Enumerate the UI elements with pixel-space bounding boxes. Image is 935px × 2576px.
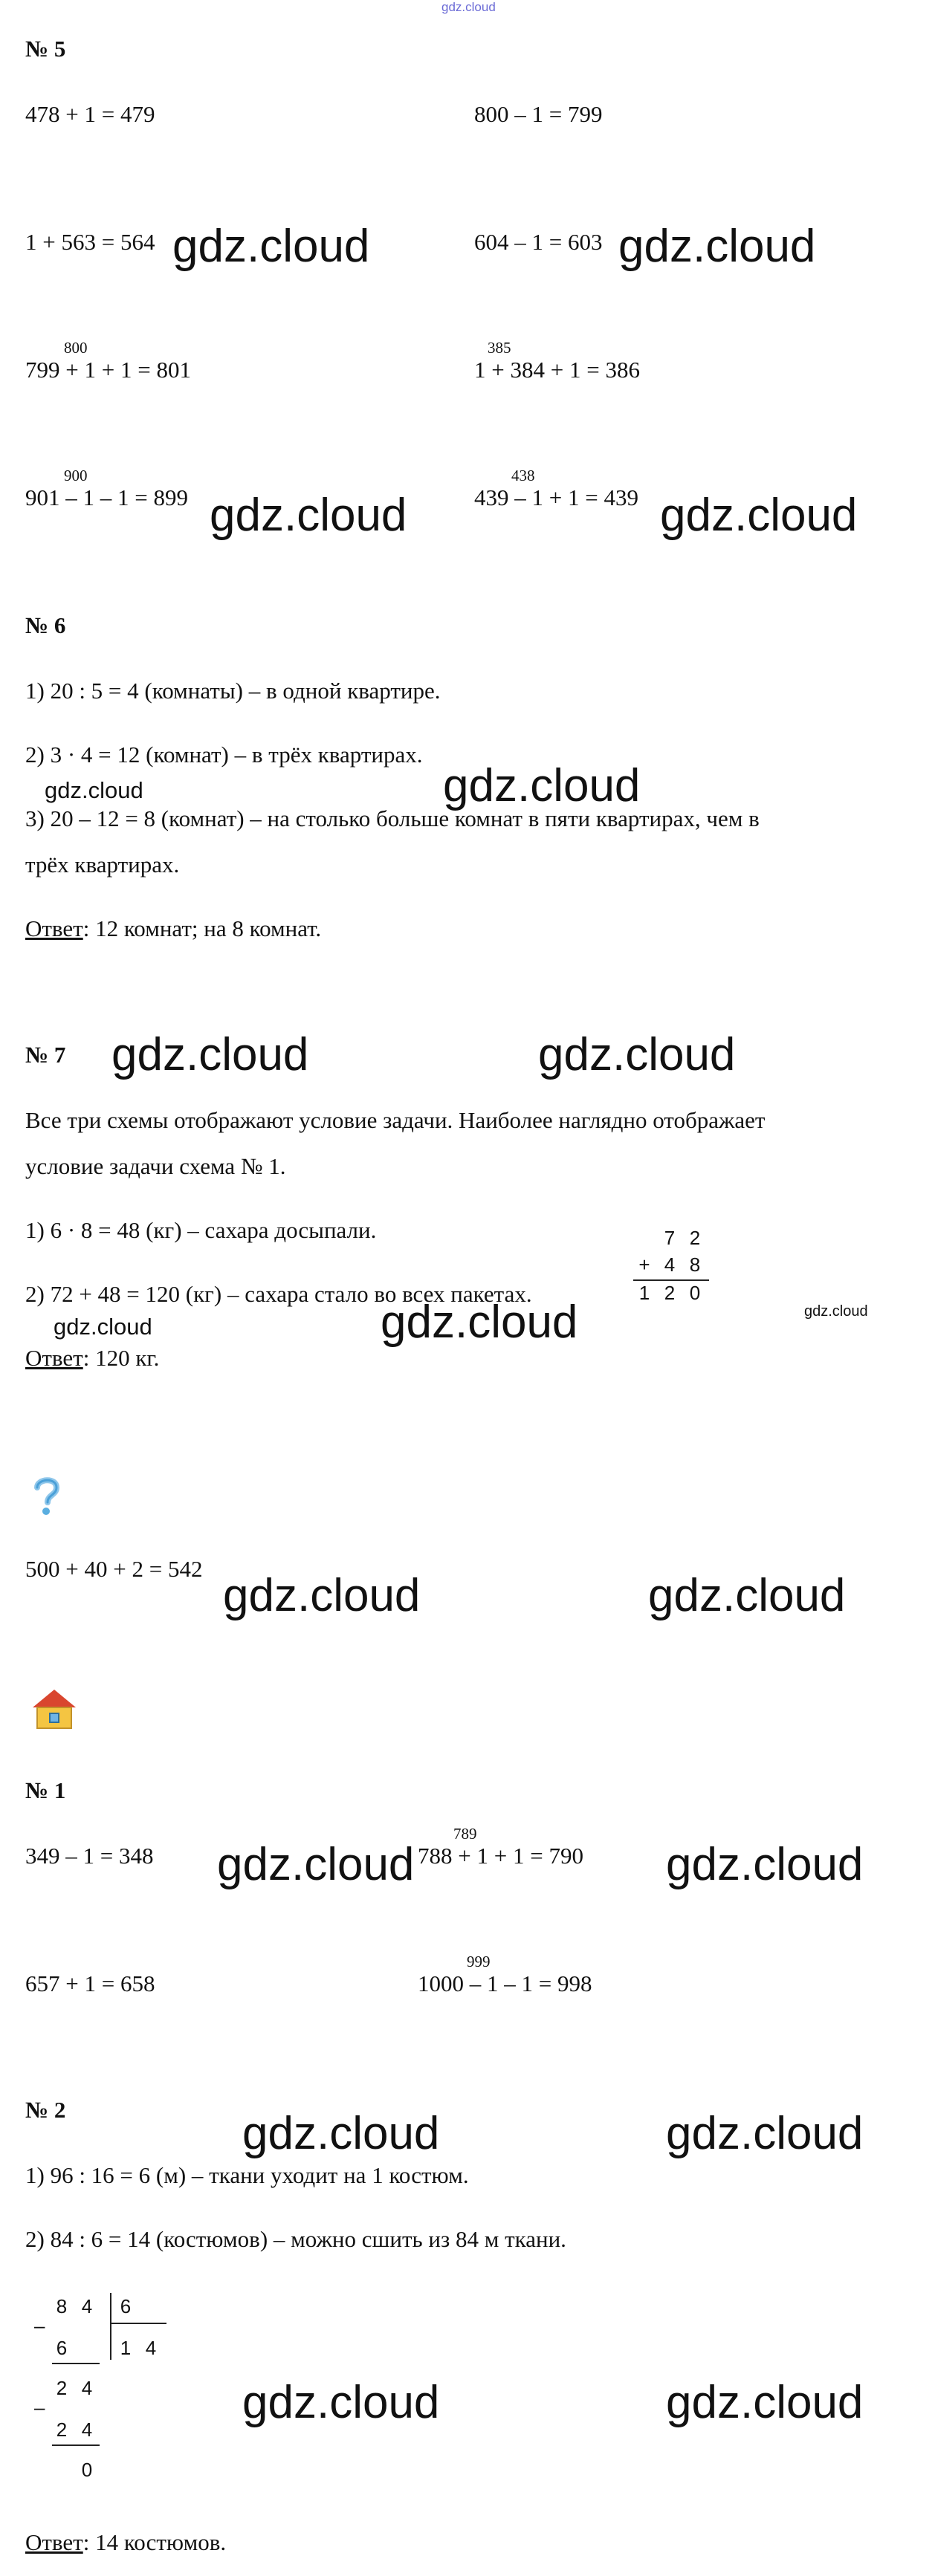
watermark: gdz.cloud	[804, 1303, 868, 1320]
watermark: gdz.cloud	[538, 1029, 736, 1080]
watermark: gdz.cloud	[242, 2377, 440, 2428]
task6-line: 1) 20 : 5 = 4 (комнаты) – в одной квартире.	[25, 678, 441, 704]
watermark: gdz.cloud	[242, 2108, 440, 2159]
watermark: gdz.cloud	[666, 2108, 864, 2159]
task7-answer	[25, 1343, 159, 1373]
home-task1-expr: 349 – 1 = 348	[25, 1843, 154, 1869]
division-quotient: 1 4	[120, 2337, 157, 2359]
task7-line: 1) 6 · 8 = 48 (кг) – сахара досыпали.	[25, 1217, 377, 1243]
home-task1-sup: 789	[453, 1825, 477, 1843]
watermark: gdz.cloud	[45, 777, 143, 803]
answer-text: : 12 комнат; на 8 комнат.	[82, 915, 322, 941]
task7-title: № 7	[25, 1042, 66, 1068]
task5-expr: 1 + 563 = 564	[25, 229, 155, 255]
watermark: gdz.cloud	[381, 1297, 578, 1348]
division-sub2: 2 4	[56, 2418, 93, 2441]
division-divisor: 6	[120, 2295, 132, 2317]
task5-expr: 1 + 384 + 1 = 386	[474, 357, 640, 383]
task5-expr: 478 + 1 = 479	[25, 101, 155, 127]
watermark: gdz.cloud	[666, 2377, 864, 2428]
task5-expr: 439 – 1 + 1 = 439	[474, 484, 638, 510]
division-rem1: 2 4	[56, 2377, 93, 2399]
watermark: gdz.cloud	[210, 490, 407, 541]
division-line	[52, 2444, 100, 2446]
watermark: gdz.cloud	[223, 1570, 421, 1621]
home-task1-sup: 999	[467, 1953, 491, 1970]
division-horizontal-line	[111, 2323, 166, 2324]
column-addition-row2: + 4 8	[638, 1253, 701, 1276]
task7-line: Все три схемы отображают условие задачи. Наиболее наглядно отображает	[25, 1107, 766, 1133]
task7-line: условие задачи схема № 1.	[25, 1153, 286, 1179]
task5-expr: 800 – 1 = 799	[474, 101, 603, 127]
task6-line: трёх квартирах.	[25, 851, 180, 877]
division-vertical-line	[110, 2293, 111, 2360]
watermark: gdz.cloud	[660, 490, 858, 541]
task6-answer	[25, 914, 321, 944]
task5-expr: 799 + 1 + 1 = 801	[25, 357, 191, 383]
column-addition-row1: 7 2	[664, 1227, 701, 1249]
task5-sup: 800	[64, 339, 88, 357]
task5-sup: 385	[488, 339, 511, 357]
task6-title: № 6	[25, 612, 66, 638]
question-mark-icon	[31, 1476, 61, 1517]
task5-title: № 5	[25, 36, 66, 62]
division-sub1: 6	[56, 2337, 68, 2359]
answer-label: Ответ	[25, 915, 83, 941]
division-minus: –	[34, 2314, 45, 2337]
home-task2-title: № 2	[25, 2097, 66, 2123]
task6-line: 2) 3 · 4 = 12 (комнат) – в трёх квартирах.	[25, 742, 423, 768]
task5-expr: 901 – 1 – 1 = 899	[25, 484, 188, 510]
home-task2-answer	[25, 2528, 226, 2557]
watermark: gdz.cloud	[443, 760, 641, 811]
watermark: gdz.cloud	[666, 1839, 864, 1890]
house-icon	[30, 1687, 79, 1731]
home-task1-expr: 657 + 1 = 658	[25, 1970, 155, 1996]
watermark: gdz.cloud	[111, 1029, 309, 1080]
task5-expr: 604 – 1 = 603	[474, 229, 603, 255]
answer-label: Ответ	[25, 1345, 83, 1371]
watermark: gdz.cloud	[54, 1314, 152, 1340]
task5-sup: 900	[64, 467, 88, 484]
home-task1-expr: 1000 – 1 – 1 = 998	[418, 1970, 592, 1996]
question-line: 500 + 40 + 2 = 542	[25, 1556, 203, 1582]
answer-text: : 14 костюмов.	[82, 2529, 227, 2555]
watermark: gdz.cloud	[217, 1839, 415, 1890]
home-task1-expr: 788 + 1 + 1 = 790	[418, 1843, 583, 1869]
watermark: gdz.cloud	[648, 1570, 846, 1621]
home-task2-line: 1) 96 : 16 = 6 (м) – ткани уходит на 1 костюм.	[25, 2162, 469, 2188]
task7-line: 2) 72 + 48 = 120 (кг) – сахара стало во всех пакетах.	[25, 1281, 532, 1307]
division-dividend: 8 4	[56, 2295, 93, 2317]
column-addition-result: 1 2 0	[638, 1282, 701, 1304]
task6-line: 3) 20 – 12 = 8 (комнат) – на столько больше комнат в пяти квартирах, чем в	[25, 805, 760, 831]
division-line	[52, 2363, 100, 2364]
division-result: 0	[81, 2459, 93, 2481]
division-minus: –	[34, 2396, 45, 2418]
watermark: gdz.cloud	[172, 221, 370, 272]
answer-label: Ответ	[25, 2529, 83, 2555]
home-task2-line: 2) 84 : 6 = 14 (костюмов) – можно сшить из 84 м ткани.	[25, 2226, 566, 2252]
header-link[interactable]: gdz.cloud	[441, 0, 496, 14]
task5-sup: 438	[511, 467, 535, 484]
home-task1-title: № 1	[25, 1777, 66, 1803]
watermark: gdz.cloud	[618, 221, 816, 272]
answer-text: : 120 кг.	[82, 1345, 160, 1371]
